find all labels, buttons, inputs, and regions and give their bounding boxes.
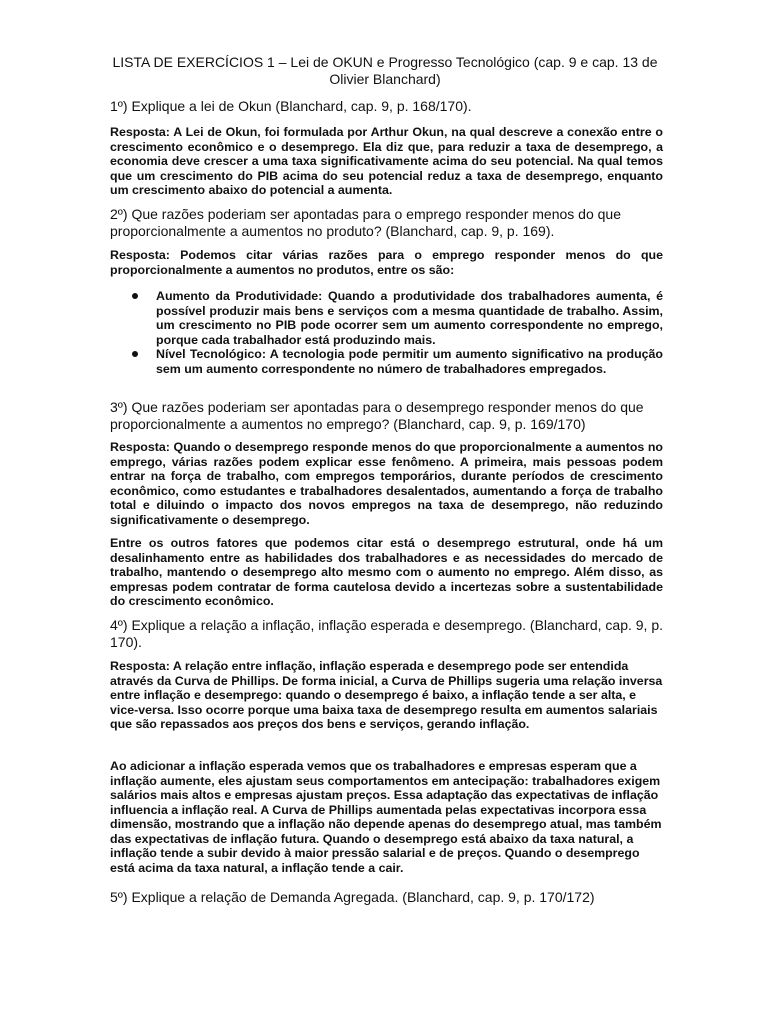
question-5: 5º) Explique a relação de Demanda Agregada. (Blanchard, cap. 9, p. 170/172) (110, 889, 595, 905)
document-title: LISTA DE EXERCÍCIOS 1 – Lei de OKUN e Progresso Tecnológico (cap. 9 e cap. 13 de Olivier Blanchard) (112, 54, 658, 87)
answer-4-continued: Ao adicionar a inflação esperada vemos que os trabalhadores e empresas esperam que a inflação aumente, eles ajustam seus comportamentos em antecipação: trabalhadores exigem salários mais altos e empresas ajustam preços. Essa adaptação das expectativas de inflação influencia a inflação real. A Curva de Phillips aumentada pelas expectativas incorpora essa dimensão, mostrando que a inflação não depende apenas do desemprego atual, mas também das expectativas de inflação futura. Quando o desemprego está abaixo da taxa natural, a inflação tende a subir devido à maior pressão salarial e de preços. Quando o desemprego está acima da taxa natural, a inflação tende a cair. (110, 759, 662, 875)
bullet-text: Nível Tecnológico: A tecnologia pode permitir um aumento significativo na produção sem um aumento correspondente no número de trabalhadores empregados. (156, 347, 663, 376)
question-3: 3º) Que razões poderiam ser apontadas para o desemprego responder menos do que proporcionalmente a aumentos no emprego? (Blanchard, cap. 9, p. 169/170) (110, 399, 644, 432)
answer-1: Resposta: A Lei de Okun, foi formulada por Arthur Okun, na qual descreve a conexão entre o crescimento econômico e o desemprego. Ela diz que, para reduzir a taxa de desemprego, a economia deve crescer a uma taxa significativamente acima do seu potencial. Na qual temos que um crescimento do PIB acima do seu potencial reduz a taxa de desemprego, enquanto um crescimento abaixo do potencial a aumenta. (110, 125, 663, 197)
answer-3: Resposta: Quando o desemprego responde menos do que proporcionalmente a aumentos no emprego, várias razões podem explicar esse fenômeno. A primeira, mais pessoas podem entrar na força de trabalho, com empregos temporários, durante períodos de crescimento econômico, como estudantes e trabalhadores desalentados, aumentando a força de trabalho total e diluindo o impacto dos novos empregos na taxa de desemprego, não reduzindo significativamente o desemprego. (110, 440, 663, 527)
bullet-item-productivity (132, 289, 663, 347)
answer-2-bullet-list (132, 289, 663, 376)
bullet-text: Aumento da Produtividade: Quando a produtividade dos trabalhadores aumenta, é possível produzir mais bens e serviços com a mesma quantidade de trabalho. Assim, um crescimento no PIB pode ocorrer sem um aumento correspondente no emprego, porque cada trabalhador está produzindo mais. (156, 289, 663, 347)
bullet-item-technology (132, 347, 663, 376)
bullet-icon (132, 293, 138, 299)
answer-2: Resposta: Podemos citar várias razões para o emprego responder menos do que proporcionalmente a aumentos no produtos, entre os são: (110, 248, 663, 277)
question-2: 2º) Que razões poderiam ser apontadas para o emprego responder menos do que proporcionalmente a aumentos no produto? (Blanchard, cap. 9, p. 169). (110, 206, 621, 239)
answer-3-continued: Entre os outros fatores que podemos citar está o desemprego estrutural, onde há um desalinhamento entre as habilidades dos trabalhadores e as necessidades do mercado de trabalho, mantendo o desemprego alto mesmo com o aumento no emprego. Além disso, as empresas podem contratar de forma cautelosa devido a incertezas sobre a sustentabilidade do crescimento econômico. (110, 536, 663, 608)
question-1: 1º) Explique a lei de Okun (Blanchard, cap. 9, p. 168/170). (110, 98, 472, 114)
question-4: 4º) Explique a relação a inflação, inflação esperada e desemprego. (Blanchard, cap. 9, p. 170). (110, 617, 664, 650)
bullet-icon (132, 351, 138, 357)
answer-4: Resposta: A relação entre inflação, inflação esperada e desemprego pode ser entendida através da Curva de Phillips. De forma inicial, a Curva de Phillips sugeria uma relação inversa entre inflação e desemprego: quando o desemprego é baixo, a inflação tende a ser alta, e vice-versa. Isso ocorre porque uma baixa taxa de desemprego resulta em aumentos salariais que são repassados aos preços dos bens e serviços, gerando inflação. (110, 659, 663, 731)
